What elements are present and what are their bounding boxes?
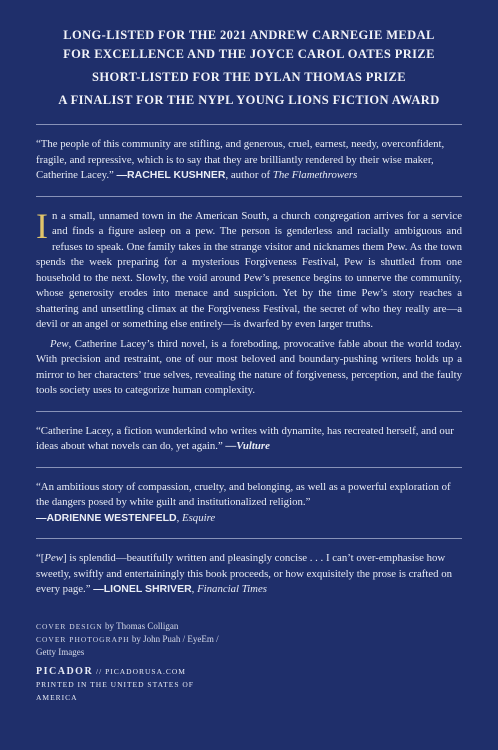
description-paragraph-1 — [36, 205, 462, 333]
quote-text: “Catherine Lacey, a fiction wunderkind who writes with dynamite, has recreated herself, and our ideas about what novels can do, yet again.” — [36, 424, 454, 452]
divider — [36, 124, 462, 125]
publisher-line — [36, 665, 462, 678]
design-by: by Thomas Colligan — [102, 620, 179, 631]
quote-shriver — [36, 551, 462, 598]
book-title: Pew — [44, 552, 63, 564]
quote-connector: , — [191, 583, 198, 595]
quote-text: ] is splendid—beautifully written and pleasingly concise . . . I can’t over-emphasise how sweetly, swiftly and entertainingly this book proceeds, or how exquisitely the prose is crafted on every page.” — [36, 552, 453, 595]
quote-attribution: —ADRIENNE WESTENFELD — [36, 511, 177, 524]
quote-open: “[ — [36, 552, 45, 564]
quote-westenfeld — [36, 480, 462, 527]
award-line-2: FOR EXCELLENCE AND THE JOYCE CAROL OATES PRIZE — [63, 47, 435, 61]
design-credit — [36, 620, 462, 633]
photo-by: by John Puah / EyeEm / — [129, 633, 219, 644]
description-paragraph-2 — [36, 337, 462, 399]
quote-text: “An ambitious story of compassion, cruelty, and belonging, as well as a powerful exploration of the dangers posed by white guilt and institutionalized religion.” — [36, 480, 451, 508]
quote-work: Esquire — [182, 511, 216, 524]
printed-in: PRINTED IN THE UNITED STATES OF — [36, 679, 194, 689]
quote-attribution: —RACHEL KUSHNER — [116, 169, 226, 181]
award-line-4: A FINALIST FOR THE NYPL YOUNG LIONS FICTION AWARD — [58, 93, 440, 107]
description-text: n a small, unnamed town in the American South, a church congregation arrives for a service and finds a figure asleep on a pew. The person is genderless and racially ambiguous and refuses to speak. One family takes in the strange visitor and nicknames them Pew. As the town spends the week preparing for a mysterious Forgiveness Festival, Pew is shuttled from one household to the next. Slowly, the void around Pew’s presence begins to unnerve the community, whose generosity erodes into menace and suspicion. Yet by the time Pew’s story reaches a shattering and unsettling climax at the Forgiveness Festival, the secret of who they really are—a devil or an angel or something else entirely—is dwarfed by even larger truths. — [36, 209, 462, 330]
quote-work: The Flamethrowers — [272, 169, 358, 181]
divider — [36, 196, 462, 197]
publisher-url: // PICADORUSA.COM — [93, 666, 186, 676]
description-text: , Catherine Lacey’s third novel, is a foreboding, provocative fable about the world today. With precision and restraint, one of our most beloved and boundary-pushing writers holds up a mirror to her characters’ true selves, revealing the nature of forgiveness, perception, and the faulty tools society uses to categorize human complexity. — [36, 337, 462, 396]
quote-kushner — [36, 137, 462, 184]
awards-block — [36, 26, 462, 110]
design-label: COVER DESIGN — [36, 621, 103, 631]
cover-credits — [36, 620, 462, 659]
drop-cap: I — [36, 205, 48, 246]
quote-connector: , author of — [225, 169, 273, 181]
photo-label: COVER PHOTOGRAPH — [36, 634, 130, 644]
photo-credit-2: Getty Images — [36, 646, 85, 657]
award-line-3: SHORT-LISTED FOR THE DYLAN THOMAS PRIZE — [92, 70, 406, 84]
divider — [36, 467, 462, 468]
quote-source: —Vulture — [225, 440, 270, 452]
quote-vulture — [36, 424, 462, 455]
quote-text: “The people of this community are stifling, and generous, cruel, earnest, needy, overconfident, fragile, and repressive, which is to say that they are brilliantly rendered by their wise maker, Catherine Lacey.” — [36, 138, 445, 181]
photo-credit — [36, 633, 462, 646]
publisher-logo: PICADOR — [36, 665, 94, 677]
quote-connector: , — [176, 511, 182, 524]
quote-work: Financial Times — [197, 583, 267, 595]
book-title: Pew — [50, 337, 69, 350]
award-line-1: LONG-LISTED FOR THE 2021 ANDREW CARNEGIE MEDAL — [63, 28, 435, 42]
divider — [36, 538, 462, 539]
printed-in-2: AMERICA — [36, 692, 78, 702]
quote-attribution: —LIONEL SHRIVER — [93, 583, 192, 595]
divider — [36, 411, 462, 412]
publisher-block — [36, 665, 462, 704]
